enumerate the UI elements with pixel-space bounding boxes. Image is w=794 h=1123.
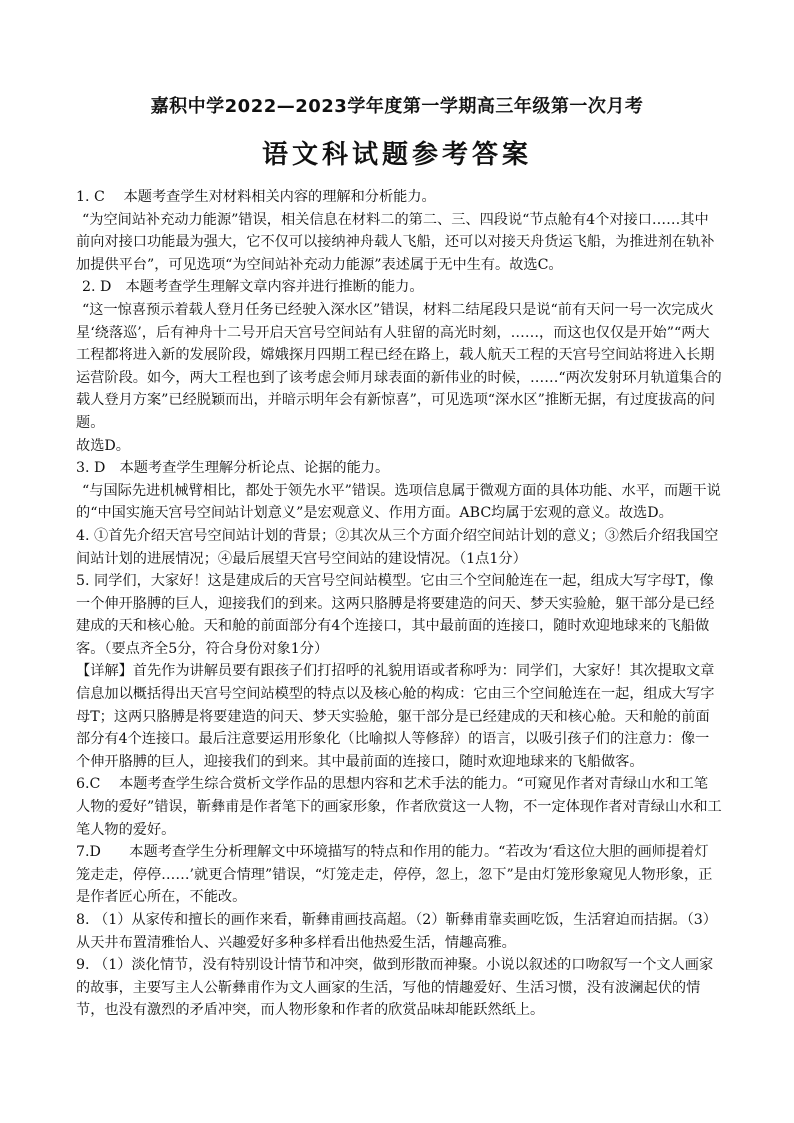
answer-3-heading: 3. D 本题考查学生理解分析论点、论据的能力。 (76, 460, 390, 477)
answer-1-heading: 1. C 本题考查学生对材料相关内容的理解和分析能力。 (76, 189, 436, 205)
answer-9: 9. （1）淡化情节，没有特别设计情节和冲突，做到形散而神聚。小说以叙述的口吻叙写一个文人画家的故事，主要写主人公靳彝甫作为文人画家的生活，写他的情趣爱好、生活习惯，没有波澜起伏的情节，也没有激烈的矛盾冲突，而人物形象和作者的欣赏品味却能跃然纸上。 (76, 957, 714, 1019)
answer-5-detail: 【详解】首先作为讲解员要有跟孩子们打招呼的礼貌用语或者称呼为：同学们，大家好！其次提取文章信息加以概括得出天宫号空间站模型的特点以及核心舱的构成：它由三个空间舱连在一起，组成大写字母T；这两只胳膊是将要建造的问天、梦天实验舱，躯干部分是已经建成的天和核心舱。天和舱的前面部分有4个连接口。最后注意要运用形象化（比喻拟人等修辞）的语言，以吸引孩子们的注意力：像一个伸开胳膊的巨人，迎接我们的到来。其中最前面的连接口，随时欢迎地球来的飞船做客。 (76, 663, 715, 770)
answer-2-heading: 2. D 本题考查学生理解文章内容并进行推断的能力。 (82, 279, 424, 296)
answer-3-explanation: “与国际先进机械臂相比，都处于领先水平”错误。选项信息属于微观方面的具体功能、水平，而题干说的“中国实施天宫号空间站计划意义”是宏观意义、作用方面。ABC均属于宏观的意义。故选D。 (76, 482, 721, 522)
answer-5: 5. 同学们，大家好！这是建成后的天宫号空间站模型。它由三个空间舱连在一起，组成大写字母T，像一个伸开胳膊的巨人，迎接我们的到来。这两只胳膊是将要建造的问天、梦天实验舱，躯干部分是已经建成的天和核心舱。天和舱的前面部分有4个连接口，其中最前面的连接口，随时欢迎地球来的飞船做客。（要点齐全5分，符合身份对象1分） (76, 573, 715, 657)
answer-2-explanation: “这一惊喜预示着载人登月任务已经驶入深水区”错误，材料二结尾段只是说“前有天问一号一次完成火星‘绕落巡’，后有神舟十二号开启天宫号空间站有人驻留的高光时刻，……，而这也仅仅是开始”“两大工程都将进入新的发展阶段，嫦娥探月四期工程已经在路上，载人航天工程的天宫号空间站将进入长期运营阶段。如今，两大工程也到了该考虑会师月球表面的新伟业的时候，……“两次发射环月轨道集合的载人登月方案”已经脱颖而出，并暗示明年会有新惊喜”，可见选项“深水区”推断无据，有过度拔高的问题。 (76, 301, 722, 431)
answer-4: 4. ①首先介绍天宫号空间站计划的背景；②其次从三个方面介绍空间站计划的意义；③然后介绍我国空间站计划的进展情况；④最后展望天宫号空间站的建设情况。（1点1分） (76, 527, 719, 567)
answer-8: 8. （1）从家传和擅长的画作来看，靳彝甫画技高超。（2）靳彝甫靠卖画吃饭，生活窘迫而拮据。（3）从天井布置清雅怡人、兴趣爱好多种多样看出他热爱生活，情趣高雅。 (76, 912, 717, 951)
page-subtitle: 语文科试题参考答案 (261, 140, 532, 170)
answer-1-explanation: “为空间站补充动力能源”错误，相关信息在材料二的第二、三、四段说“节点舱有4个对接口……其中前向对接口功能最为强大，它不仅可以接纳神舟载人飞船，还可以对接天舟货运飞船，为推进剂在轨补加提供平台”，可见选项“为空间站补充动力能源”表述属于无中生有。故选C。 (76, 211, 715, 273)
exam-title: 嘉积中学2022—2023学年度第一学期高三年级第一次月考 (150, 96, 644, 117)
answer-body (76, 186, 722, 1022)
answer-6: 6.C 本题考查学生综合赏析文学作品的思想内容和艺术手法的能力。“可窥见作者对青绿山水和工笔人物的爱好”错误，靳彝甫是作者笔下的画家形象，作者欣赏这一人物，不一定体现作者对青绿山水和工笔人物的爱好。 (76, 776, 722, 838)
answer-2-conclusion: 故选D。 (76, 437, 130, 454)
answer-7: 7.D 本题考查学生分析理解文中环境描写的特点和作用的能力。“若改为‘看这位大胆的画师提着灯笼走走，停停……’就更合情理”错误，“灯笼走走，停停，忽上，忽下”是由灯笼形象窥见人物形象，正是作者匠心所在，不能改。 (76, 844, 713, 906)
